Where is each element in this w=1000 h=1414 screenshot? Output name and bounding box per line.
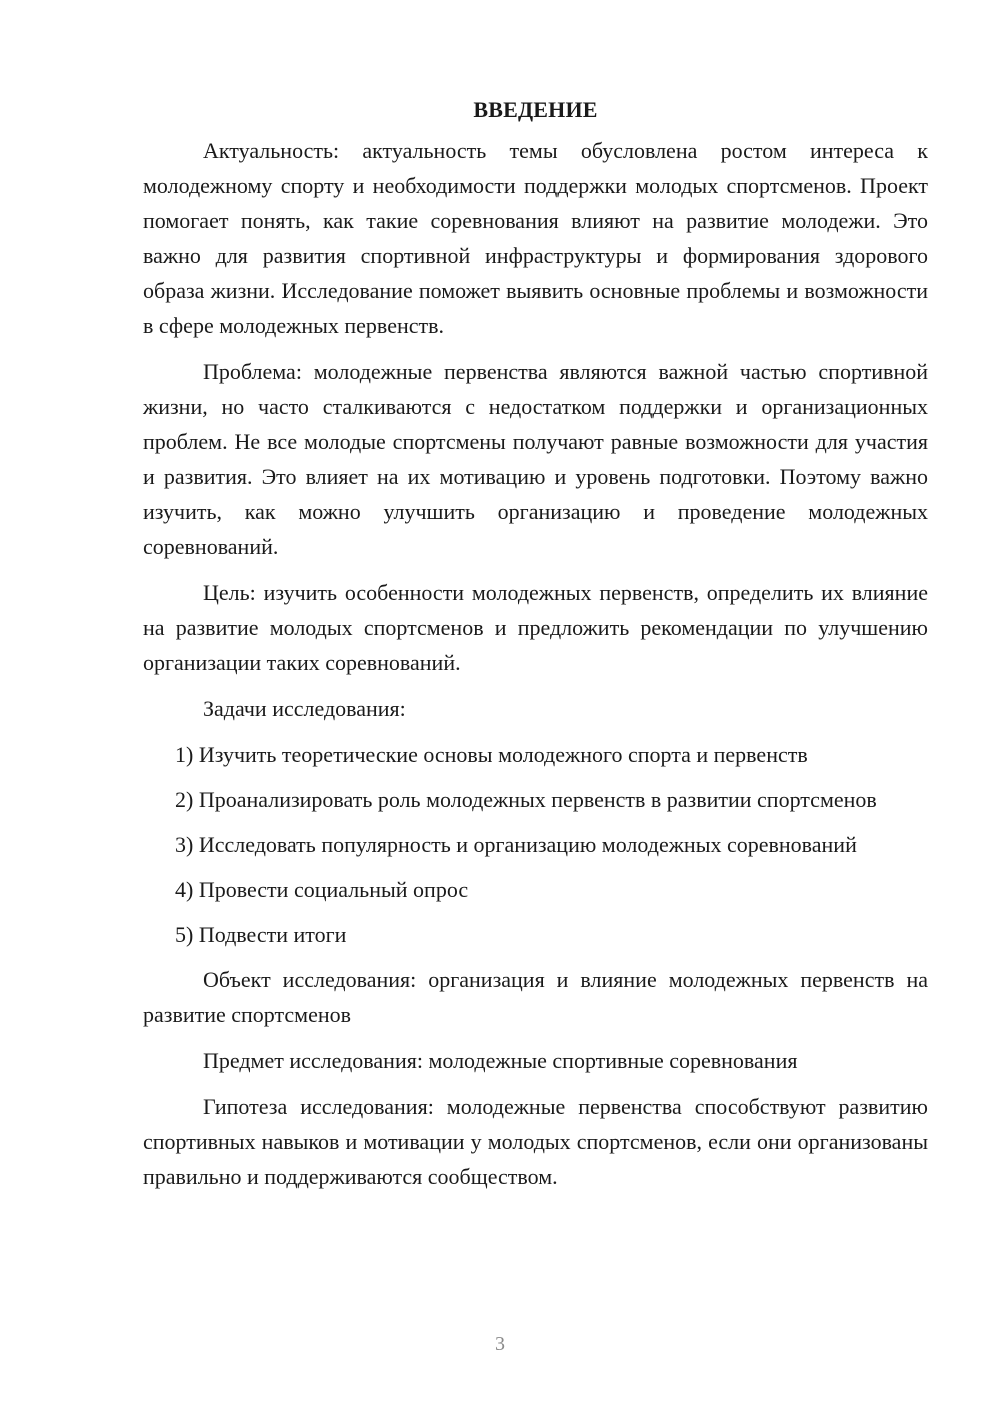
subject-paragraph: Предмет исследования: молодежные спортивные соревнования	[203, 1048, 798, 1073]
page-number: 3	[495, 1333, 505, 1355]
tasks-heading: Задачи исследования:	[203, 696, 406, 721]
goal-paragraph: Цель: изучить особенности молодежных первенств, определить их влияние на развитие молодых спортсменов и предложить рекомендации по улучшению организации таких соревнований.	[143, 580, 928, 675]
relevance-paragraph: Актуальность: актуальность темы обусловлена ростом интереса к молодежному спорту и необходимости поддержки молодых спортсменов. Проект помогает понять, как такие соревнования влияют на развитие молодежи. Это важно для развития спортивной инфраструктуры и формирования здорового образа жизни. Исследование поможет выявить основные проблемы и возможности в сфере молодежных первенств.	[143, 138, 928, 338]
task-item-1: 1) Изучить теоретические основы молодежного спорта и первенств	[175, 742, 808, 767]
problem-paragraph: Проблема: молодежные первенства являются важной частью спортивной жизни, но часто сталкиваются с недостатком поддержки и организационных проблем. Не все молодые спортсмены получают равные возможности для участия и развития. Это влияет на их мотивацию и уровень подготовки. Поэтому важно изучить, как можно улучшить организацию и проведение молодежных соревнований.	[143, 359, 928, 559]
task-item-4: 4) Провести социальный опрос	[175, 877, 469, 902]
task-item-2: 2) Проанализировать роль молодежных первенств в развитии спортсменов	[175, 787, 877, 812]
hypothesis-paragraph: Гипотеза исследования: молодежные первенства способствуют развитию спортивных навыков и мотивации у молодых спортсменов, если они организованы правильно и поддерживаются сообществом.	[143, 1094, 928, 1189]
task-item-5: 5) Подвести итоги	[175, 922, 347, 947]
task-item-3: 3) Исследовать популярность и организацию молодежных соревнований	[175, 832, 857, 857]
document-page	[143, 92, 928, 1205]
page-title: ВВЕДЕНИЕ	[473, 97, 598, 122]
object-paragraph: Объект исследования: организация и влияние молодежных первенств на развитие спортсменов	[143, 967, 928, 1027]
